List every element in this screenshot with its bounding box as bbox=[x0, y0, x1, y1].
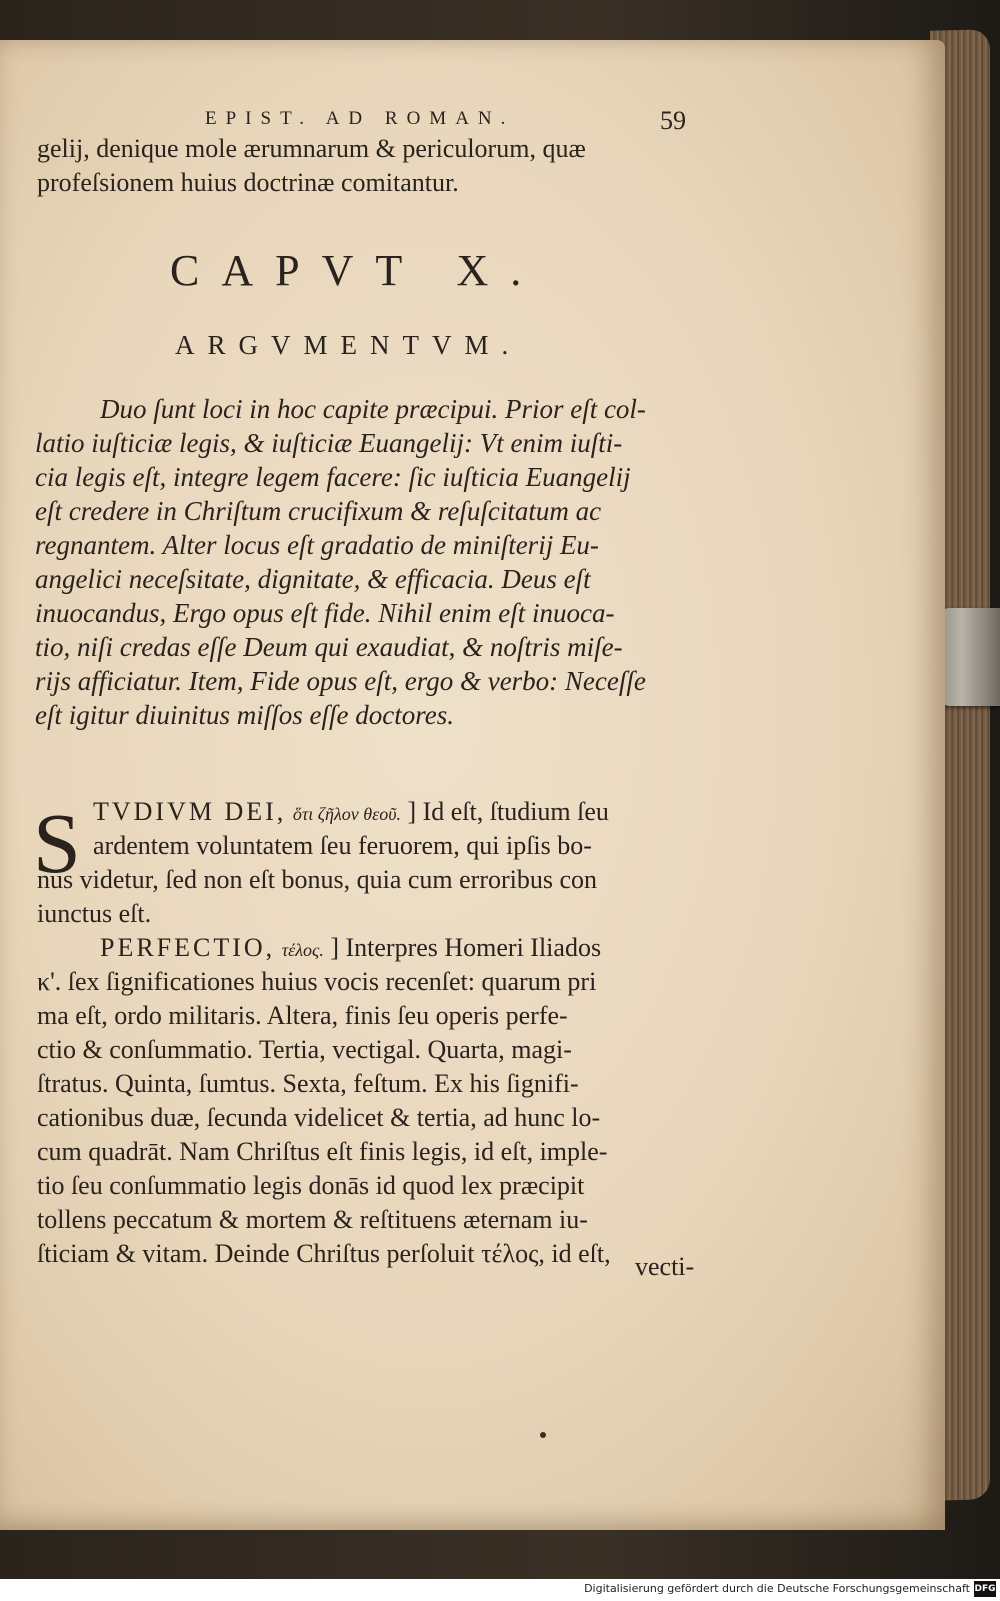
commentary-line: ctio & conſummatio. Tertia, vectigal. Quarta, magi- bbox=[37, 1035, 572, 1064]
commentary-line: κ'. ſex ſignificationes huius vocis recenſet: quarum pri bbox=[37, 967, 597, 996]
ink-dot bbox=[540, 1432, 546, 1438]
drop-capital: S bbox=[33, 795, 81, 891]
commentary-lemma-line bbox=[93, 796, 723, 830]
commentary-line: ſticiam & vitam. Deinde Chriſtus perſoluit τέλος, id eſt, bbox=[37, 1239, 611, 1268]
commentary-line: ardentem voluntatem ſeu feruorem, qui ipſis bo- bbox=[93, 831, 592, 860]
lemma-text: ] Id eſt, ſtudium ſeu bbox=[407, 797, 609, 826]
opening-line: gelij, denique mole ærumnarum & periculorum, quæ bbox=[37, 134, 586, 163]
running-head: EPIST. AD ROMAN. bbox=[205, 108, 515, 129]
lemma-caps: TVDIVM DEI, bbox=[93, 797, 287, 826]
lemma-greek: ὅτι ζῆλον θεοῦ. bbox=[292, 804, 401, 824]
clasp-tab bbox=[936, 608, 1000, 706]
commentary-line: ma eſt, ordo militaris. Altera, finis ſeu operis perfe- bbox=[37, 1001, 568, 1030]
argument-line: angelici neceſsitate, dignitate, & efficacia. Deus eſt bbox=[35, 564, 591, 594]
argument-line: regnantem. Alter locus eſt gradatio de miniſterij Eu- bbox=[35, 530, 599, 560]
dfg-logo-icon: DFG bbox=[974, 1581, 996, 1597]
commentary-line: ſtratus. Quinta, ſumtus. Sexta, feſtum. Ex his ſignifi- bbox=[37, 1069, 579, 1098]
catchword: vecti- bbox=[635, 1252, 695, 1281]
commentary-line: iunctus eſt. bbox=[37, 899, 152, 928]
commentary-line: nus videtur, ſed non eſt bonus, quia cum erroribus con bbox=[37, 865, 598, 894]
commentary-lemma-line bbox=[100, 932, 720, 966]
page-number: 59 bbox=[660, 106, 686, 135]
argument-line: eſt igitur diuinitus miſſos eſſe doctores. bbox=[35, 700, 454, 730]
argument-title: ARGVMENTVM. bbox=[175, 330, 522, 360]
footer-credit: Digitalisierung gefördert durch die Deutsche Forschungsgemeinschaft bbox=[584, 1582, 970, 1595]
commentary-line: tio ſeu conſummatio legis donās id quod lex præcipit bbox=[37, 1171, 585, 1200]
argument-line: inuocandus, Ergo opus eſt fide. Nihil enim eſt inuoca- bbox=[35, 598, 615, 628]
argument-line: rijs afficiatur. Item, Fide opus eſt, ergo & verbo: Neceſſe bbox=[35, 666, 646, 696]
argument-line: eſt credere in Chriſtum crucifixum & reſuſcitatum ac bbox=[35, 496, 602, 526]
argument-line: Duo ſunt loci in hoc capite præcipui. Prior eſt col- bbox=[100, 394, 646, 424]
argument-line: cia legis eſt, integre legem facere: ſic iuſticia Euangelij bbox=[35, 462, 631, 492]
opening-line: profeſsionem huius doctrinæ comitantur. bbox=[37, 168, 459, 197]
lemma-greek: τέλος. bbox=[281, 940, 324, 960]
chapter-title: CAPVT X. bbox=[170, 246, 544, 295]
lemma-caps: PERFECTIO, bbox=[100, 933, 276, 962]
commentary-line: cum quadrāt. Nam Chriſtus eſt finis legis, id eſt, imple- bbox=[37, 1137, 608, 1166]
argument-line: latio iuſticiæ legis, & iuſticiæ Euangelij: Vt enim iuſti- bbox=[35, 428, 623, 458]
lemma-text: ] Interpres Homeri Iliados bbox=[330, 933, 602, 962]
commentary-line: tollens peccatum & mortem & reſtituens æternam iu- bbox=[37, 1205, 588, 1234]
argument-line: tio, niſi credas eſſe Deum qui exaudiat, & noſtris miſe- bbox=[35, 632, 623, 662]
commentary-line: cationibus duæ, ſecunda videlicet & tertia, ad hunc lo- bbox=[37, 1103, 601, 1132]
